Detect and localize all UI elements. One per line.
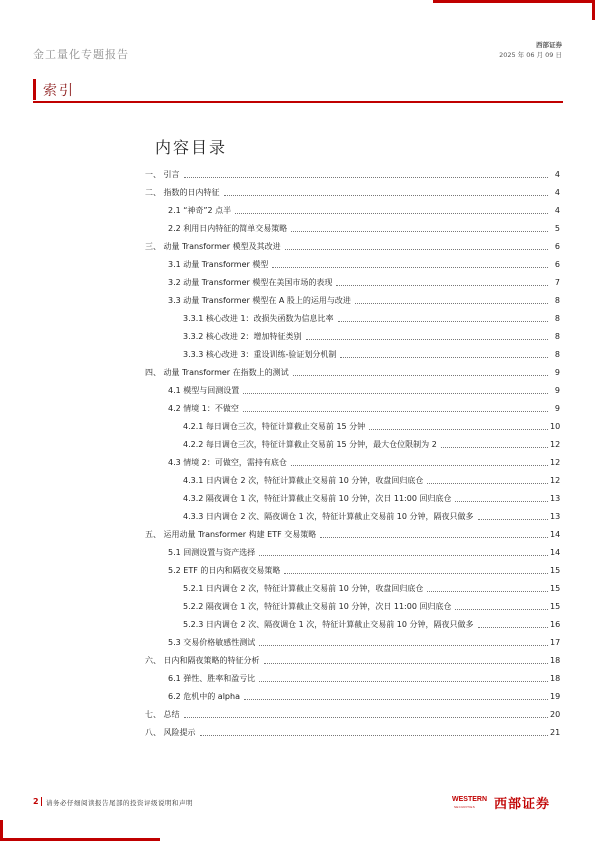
toc-entry-page: 4 (554, 187, 560, 197)
toc-entry-page: 12 (550, 475, 561, 485)
toc-entry[interactable] (145, 579, 560, 597)
toc-entry-page: 18 (550, 655, 561, 665)
toc-leader-dots (320, 537, 548, 538)
toc-leader-dots (272, 267, 548, 268)
toc-entry-page: 4 (554, 205, 560, 215)
toc-leader-dots (427, 591, 548, 592)
section-title: 索引 (43, 83, 75, 99)
toc-entry-label: 4.2 情境 1：不做空 (168, 403, 239, 413)
toc-entry[interactable] (145, 435, 560, 453)
toc-entry[interactable] (145, 525, 560, 543)
toc-entry-page: 17 (550, 637, 561, 647)
toc-entry-label: 七、 总结 (145, 709, 180, 719)
toc-entry-page: 10 (550, 421, 561, 431)
toc-leader-dots (224, 195, 548, 196)
toc-entry-page: 14 (550, 547, 561, 557)
toc-entry[interactable] (145, 183, 560, 201)
toc-entry-page: 20 (550, 709, 561, 719)
toc-entry[interactable] (145, 651, 560, 669)
toc-entry-label: 3.3 动量 Transformer 模型在 A 股上的运用与改进 (168, 295, 351, 305)
section-header (33, 77, 563, 103)
toc-entry-label: 4.3.3 日内调仓 2 次、隔夜调仓 1 次，特征计算截止交易前 10 分钟，隔夜只做多 (183, 511, 474, 521)
toc-entry[interactable] (145, 273, 560, 291)
toc-entry-page: 12 (550, 439, 561, 449)
toc-entry[interactable] (145, 381, 560, 399)
toc-entry[interactable] (145, 561, 560, 579)
toc-leader-dots (200, 735, 548, 736)
toc-entry-page: 7 (554, 277, 560, 287)
toc-entry-page: 4 (554, 169, 560, 179)
toc-leader-dots (284, 573, 548, 574)
header-date: 2025 年 06 月 09 日 (499, 51, 562, 59)
toc-leader-dots (259, 555, 548, 556)
toc-entry-page: 8 (554, 349, 560, 359)
toc-leader-dots (355, 303, 548, 304)
toc-leader-dots (427, 483, 548, 484)
toc-entry[interactable] (145, 453, 560, 471)
toc-leader-dots (441, 447, 548, 448)
toc-entry[interactable] (145, 669, 560, 687)
footer-divider (41, 797, 42, 806)
toc-leader-dots (259, 681, 548, 682)
toc-entry-page: 9 (554, 403, 560, 413)
toc-leader-dots (264, 663, 548, 664)
toc-entry[interactable] (145, 489, 560, 507)
logo-chinese-name: 西部证券 (494, 796, 551, 812)
toc-leader-dots (235, 213, 548, 214)
page-number: 2 (33, 797, 39, 806)
toc-leader-dots (184, 177, 548, 178)
toc-entry-label: 5.2 ETF 的日内和隔夜交易策略 (168, 565, 281, 575)
toc-entry-page: 9 (554, 367, 560, 377)
toc-entry-page: 13 (550, 493, 561, 503)
toc-leader-dots (478, 627, 548, 628)
section-divider (33, 101, 563, 103)
toc-entry-label: 3.3.3 核心改进 3：重设训练-验证划分机制 (183, 349, 337, 359)
toc-entry-page: 12 (550, 457, 561, 467)
toc-leader-dots (455, 501, 548, 502)
toc-entry[interactable] (145, 597, 560, 615)
toc-leader-dots (336, 285, 548, 286)
toc-entry-label: 八、 风险提示 (145, 727, 196, 737)
toc-leader-dots (259, 645, 548, 646)
toc-entry-page: 18 (550, 673, 561, 683)
toc-entry[interactable] (145, 201, 560, 219)
toc-entry[interactable] (145, 687, 560, 705)
section-accent-bar (33, 79, 36, 100)
toc-entry-label: 4.3.1 日内调仓 2 次，特征计算截止交易前 10 分钟，收盘回归底仓 (183, 475, 424, 485)
toc-entry[interactable] (145, 615, 560, 633)
toc-entry-label: 四、 动量 Transformer 在指数上的测试 (145, 367, 289, 377)
toc-entry-label: 二、 指数的日内特征 (145, 187, 220, 197)
toc-entry[interactable] (145, 345, 560, 363)
toc-entry-label: 2.2 利用日内特征的简单交易策略 (168, 223, 288, 233)
toc-leader-dots (293, 375, 548, 376)
toc-entry[interactable] (145, 165, 560, 183)
toc-entry[interactable] (145, 543, 560, 561)
toc-entry-page: 21 (550, 727, 561, 737)
toc-entry-page: 15 (550, 601, 561, 611)
footer-disclaimer: 请务必仔细阅读报告尾部的投资评级说明和声明 (46, 799, 193, 807)
toc-entry[interactable] (145, 327, 560, 345)
toc-entry-label: 4.1 模型与回测设置 (168, 385, 240, 395)
toc-entry-page: 6 (554, 259, 560, 269)
table-of-contents (145, 165, 560, 741)
toc-title: 内容目录 (155, 138, 228, 157)
toc-entry-page: 15 (550, 583, 561, 593)
toc-entry-label: 5.1 回测设置与资产选择 (168, 547, 256, 557)
toc-entry-label: 5.2.1 日内调仓 2 次，特征计算截止交易前 10 分钟，收盘回归底仓 (183, 583, 424, 593)
toc-entry[interactable] (145, 255, 560, 273)
toc-leader-dots (369, 429, 548, 430)
toc-entry-label: 6.2 危机中的 alpha (168, 691, 240, 701)
toc-entry[interactable] (145, 399, 560, 417)
corner-accent-top-right (433, 0, 595, 3)
toc-entry[interactable] (145, 471, 560, 489)
toc-entry-label: 5.3 交易价格敏感性测试 (168, 637, 256, 647)
toc-entry-page: 6 (554, 241, 560, 251)
toc-leader-dots (478, 519, 548, 520)
toc-entry-label: 6.1 弹性、胜率和盈亏比 (168, 673, 256, 683)
header-meta (499, 40, 562, 60)
toc-entry-label: 3.3.2 核心改进 2：增加特征类别 (183, 331, 302, 341)
toc-entry[interactable] (145, 633, 560, 651)
toc-entry-page: 8 (554, 313, 560, 323)
toc-entry-page: 8 (554, 331, 560, 341)
toc-entry-label: 3.2 动量 Transformer 模型在美国市场的表现 (168, 277, 333, 287)
toc-leader-dots (243, 393, 548, 394)
toc-entry-label: 4.3.2 隔夜调仓 1 次，特征计算截止交易前 10 分钟，次日 11:00 回归底仓 (183, 493, 452, 503)
toc-entry-label: 5.2.2 隔夜调仓 1 次，特征计算截止交易前 10 分钟，次日 11:00 回归底仓 (183, 601, 452, 611)
toc-leader-dots (184, 717, 548, 718)
toc-entry-page: 19 (550, 691, 561, 701)
toc-entry[interactable] (145, 723, 560, 741)
toc-entry[interactable] (145, 237, 560, 255)
toc-leader-dots (243, 411, 548, 412)
toc-entry-label: 六、 日内和隔夜策略的特征分析 (145, 655, 260, 665)
corner-accent-bottom-left-vertical (0, 820, 3, 841)
logo-english: WESTERN (452, 796, 487, 803)
toc-entry-label: 2.1 “神奇”2 点半 (168, 205, 232, 215)
toc-entry[interactable] (145, 363, 560, 381)
toc-entry[interactable] (145, 705, 560, 723)
toc-entry-label: 4.3 情境 2：可做空，需持有底仓 (168, 457, 287, 467)
toc-leader-dots (338, 321, 548, 322)
logo-english-sub: SECURITIES (454, 805, 476, 809)
header-brand: 西部证券 (536, 41, 562, 49)
toc-entry-page: 13 (550, 511, 561, 521)
toc-entry[interactable] (145, 309, 560, 327)
toc-entry-label: 一、 引言 (145, 169, 180, 179)
toc-entry-label: 五、 运用动量 Transformer 构建 ETF 交易策略 (145, 529, 317, 539)
toc-entry-label: 三、 动量 Transformer 模型及其改进 (145, 241, 281, 251)
toc-leader-dots (285, 249, 548, 250)
toc-entry-label: 3.1 动量 Transformer 模型 (168, 259, 269, 269)
toc-leader-dots (455, 609, 548, 610)
report-type-label: 金工量化专题报告 (33, 48, 129, 61)
toc-entry-label: 5.2.3 日内调仓 2 次、隔夜调仓 1 次，特征计算截止交易前 10 分钟，隔夜只做多 (183, 619, 474, 629)
toc-entry-page: 14 (550, 529, 561, 539)
toc-entry-page: 9 (554, 385, 560, 395)
company-logo (452, 792, 550, 812)
toc-leader-dots (340, 357, 548, 358)
toc-entry-label: 4.2.1 每日调仓三次，特征计算截止交易前 15 分钟 (183, 421, 366, 431)
toc-entry[interactable] (145, 291, 560, 309)
toc-leader-dots (306, 339, 548, 340)
toc-entry-page: 8 (554, 295, 560, 305)
toc-entry[interactable] (145, 417, 560, 435)
toc-leader-dots (291, 465, 548, 466)
toc-entry-label: 3.3.1 核心改进 1：改损失函数为信息比率 (183, 313, 334, 323)
toc-entry-page: 16 (550, 619, 561, 629)
toc-entry-label: 4.2.2 每日调仓三次，特征计算截止交易前 15 分钟，最大仓位限制为 2 (183, 439, 437, 449)
toc-entry-page: 5 (554, 223, 560, 233)
toc-entry-page: 15 (550, 565, 561, 575)
logo-mark (452, 792, 492, 812)
toc-leader-dots (291, 231, 548, 232)
toc-leader-dots (244, 699, 548, 700)
toc-entry[interactable] (145, 219, 560, 237)
toc-entry[interactable] (145, 507, 560, 525)
